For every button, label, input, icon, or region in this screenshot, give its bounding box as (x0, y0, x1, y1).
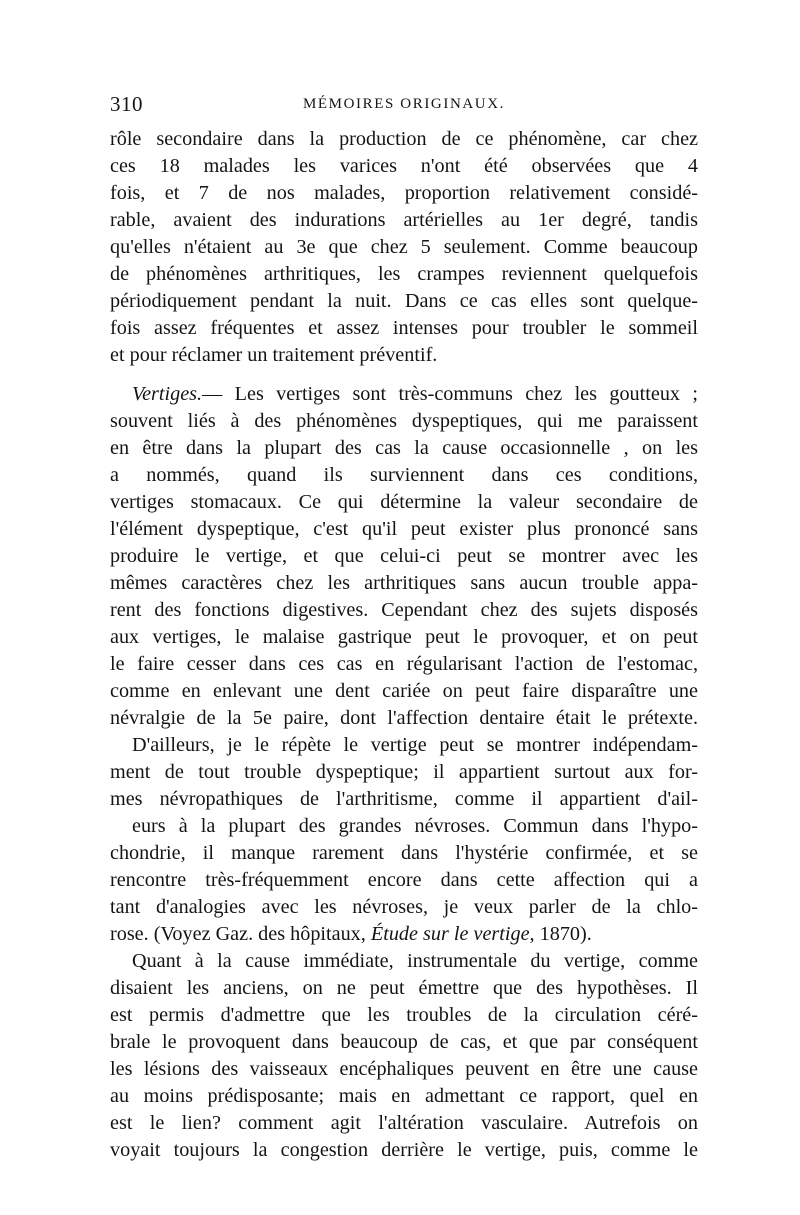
text-line: est permis d'admettre que les troubles de la circulation céré- (110, 1004, 698, 1026)
book-page (110, 92, 698, 1164)
text-line: comme en enlevant une dent cariée on peut faire disparaître une (110, 680, 698, 702)
section-lead: Vertiges. (132, 383, 203, 405)
text-line: Quant à la cause immédiate, instrumentale du vertige, comme (132, 950, 698, 972)
text-line: est le lien? comment agit l'altération vasculaire. Autrefois on (110, 1112, 698, 1134)
citation-title: Étude sur le vertige, (370, 923, 535, 945)
text-line: eurs à la plupart des grandes névroses. Commun dans l'hypo- (132, 815, 698, 837)
text-line-first (110, 381, 698, 408)
text-line: ment de tout trouble dyspeptique; il appartient surtout aux for- (110, 761, 698, 783)
text-line: rent des fonctions digestives. Cependant chez des sujets disposés (110, 599, 698, 621)
text-line: tant d'analogies avec les névroses, je veux parler de la chlo- (110, 896, 698, 918)
text-line: D'ailleurs, je le répète le vertige peut se montrer indépendam- (132, 734, 698, 756)
citation-prefix: rose. (Voyez Gaz. des hôpitaux, (110, 923, 371, 945)
text-line: périodiquement pendant la nuit. Dans ce cas elles sont quelque- (110, 290, 698, 312)
text-line: en être dans la plupart des cas la cause occasionnelle , on les (110, 437, 698, 459)
text-line: fois, et 7 de nos malades, proportion relativement considé- (110, 182, 698, 204)
text-line: névralgie de la 5e paire, dont l'affection dentaire était le prétexte. (110, 707, 698, 729)
text-line: qu'elles n'étaient au 3e que chez 5 seulement. Comme beaucoup (110, 236, 698, 258)
text-line: au moins prédisposante; mais en admettant ce rapport, quel en (110, 1085, 698, 1107)
text-line: fois assez fréquentes et assez intenses pour troubler le sommeil (110, 317, 698, 339)
text-line: brale le provoquent dans beaucoup de cas, et que par conséquent (110, 1031, 698, 1053)
text-line: chondrie, il manque rarement dans l'hystérie confirmée, et se (110, 842, 698, 864)
text-line: ces 18 malades les varices n'ont été observées que 4 (110, 155, 698, 177)
citation-suffix: 1870). (534, 923, 592, 945)
text-line: rencontre très-fréquemment encore dans cette affection qui a (110, 869, 698, 891)
text-line: vertiges stomacaux. Ce qui détermine la valeur secondaire de (110, 491, 698, 513)
text-line: l'élément dyspeptique, c'est qu'il peut exister plus prononcé sans (110, 518, 698, 540)
paragraph-crampes (110, 126, 698, 369)
text-line: produire le vertige, et que celui-ci peut se montrer avec les (110, 545, 698, 567)
page-number: 310 (110, 92, 143, 116)
text-line: mes névropathiques de l'arthritisme, comme il appartient d'ail- (110, 788, 698, 810)
paragraph-nevroses (110, 732, 698, 948)
text-line-rest: — Les vertiges sont très-communs chez les goutteux ; (202, 383, 698, 405)
text-line: les lésions des vaisseaux encéphaliques peuvent en être une cause (110, 1058, 698, 1080)
text-line: souvent liés à des phénomènes dyspeptiques, qui me paraissent (110, 410, 698, 432)
text-line: aux vertiges, le malaise gastrique peut le provoquer, et on peut (110, 626, 698, 648)
text-line: disaient les anciens, on ne peut émettre que des hypothèses. Il (110, 977, 698, 999)
text-line: rôle secondaire dans la production de ce phénomène, car chez (110, 128, 698, 150)
running-title: MÉMOIRES ORIGINAUX. (302, 96, 506, 112)
text-line-citation (110, 921, 698, 948)
text-line: a nommés, quand ils surviennent dans ces conditions, (110, 464, 698, 486)
text-line: et pour réclamer un traitement préventif. (110, 344, 438, 366)
paragraph-vertiges (110, 381, 698, 732)
text-line: rable, avaient des indurations artérielles au 1er degré, tandis (110, 209, 698, 231)
text-line: mêmes caractères chez les arthritiques sans aucun trouble appa- (110, 572, 698, 594)
paragraph-cause (110, 948, 698, 1164)
text-line: de phénomènes arthritiques, les crampes reviennent quelquefois (110, 263, 698, 285)
text-line: le faire cesser dans ces cas en régularisant l'action de l'estomac, (110, 653, 698, 675)
running-head (110, 92, 698, 120)
text-line: voyait toujours la congestion derrière le vertige, puis, comme le (110, 1139, 698, 1161)
